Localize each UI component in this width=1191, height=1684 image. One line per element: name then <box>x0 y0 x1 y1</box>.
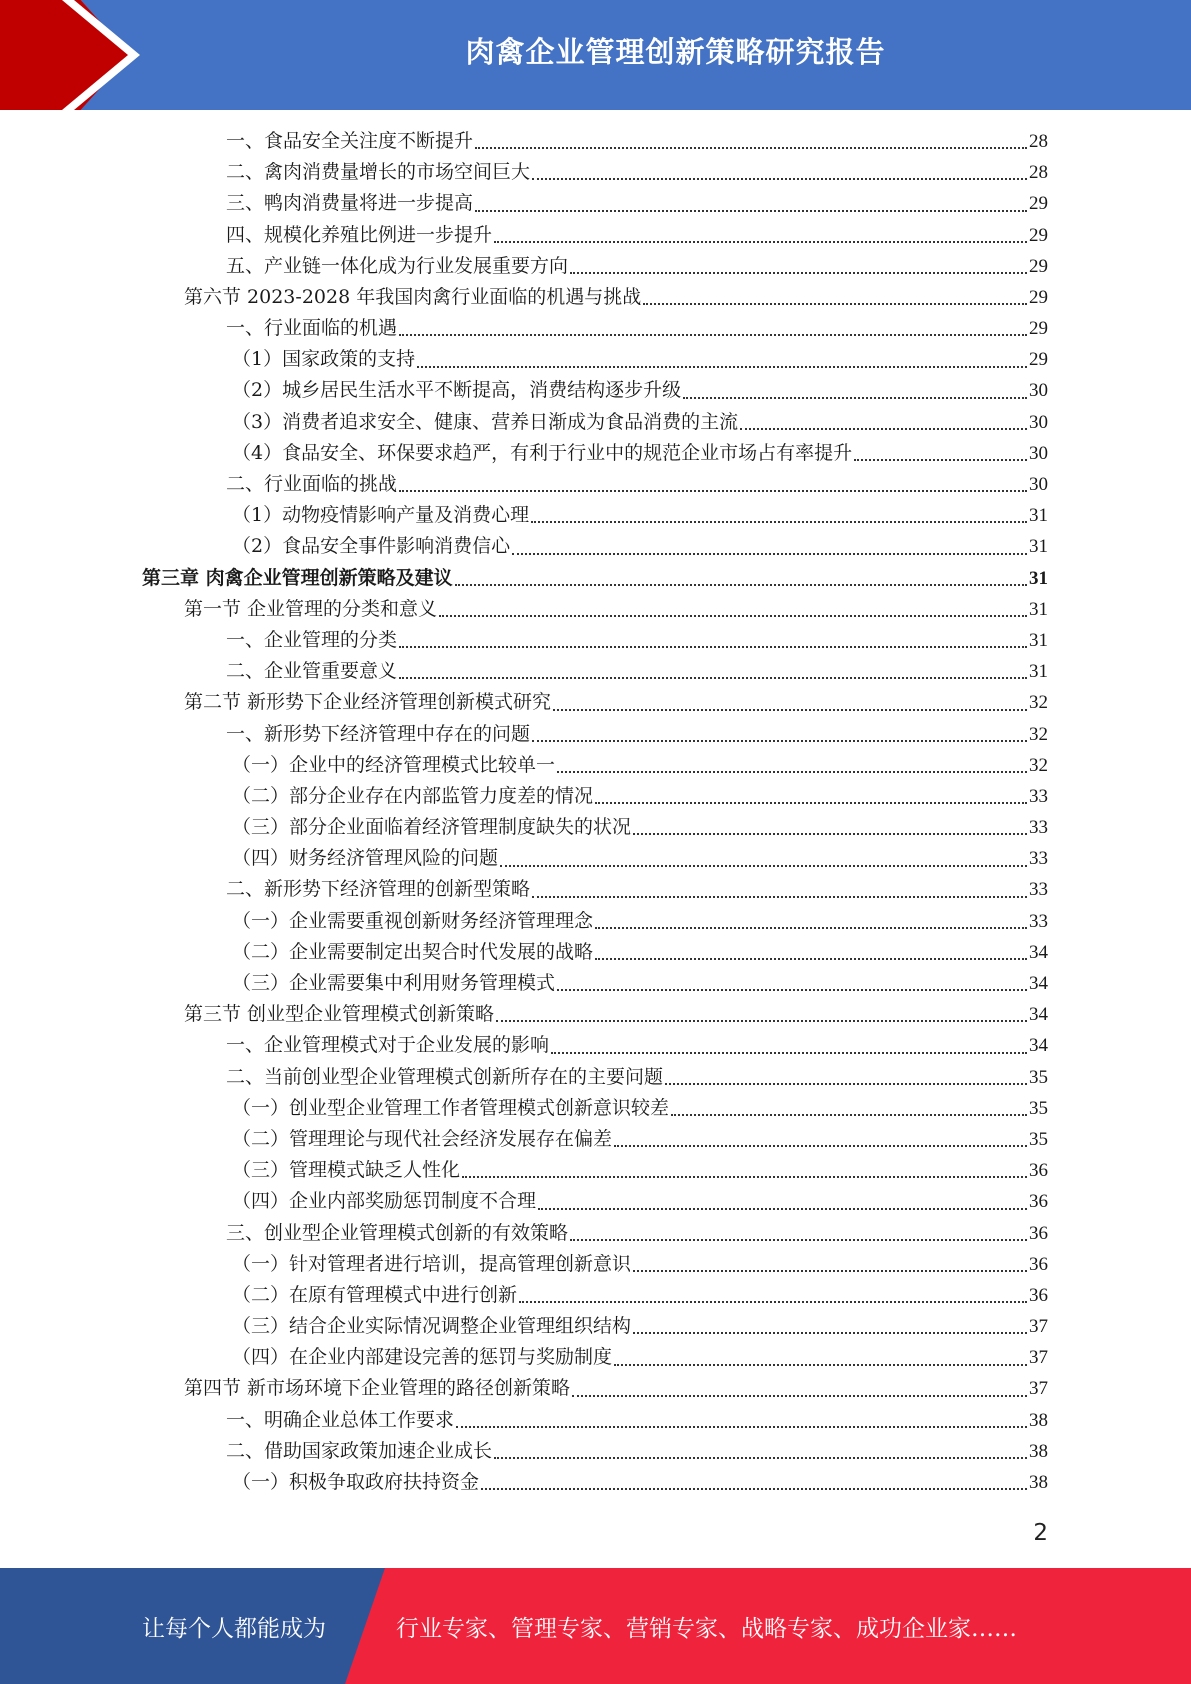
toc-entry-label: 第一节 企业管理的分类和意义 <box>184 597 438 620</box>
toc-entry-page: 33 <box>1029 817 1048 839</box>
toc-dot-leader <box>633 812 1027 843</box>
toc-entry-label: （3）消费者追求安全、健康、营养日渐成为食品消费的主流 <box>232 410 739 433</box>
toc-entry[interactable] <box>0 1280 1048 1311</box>
toc-section-entry[interactable] <box>0 1374 1048 1405</box>
toc-dot-leader <box>531 500 1027 531</box>
toc-entry-label: （三）管理模式缺乏人性化 <box>232 1159 461 1182</box>
toc-entry-label: 一、明确企业总体工作要求 <box>226 1408 455 1431</box>
toc-entry-page: 34 <box>1029 941 1048 963</box>
toc-dot-leader <box>595 781 1027 812</box>
toc-entry-label: 一、行业面临的机遇 <box>226 317 398 340</box>
toc-entry-label: （4）食品安全、环保要求趋严，有利于行业中的规范企业市场占有率提升 <box>232 441 853 464</box>
toc-entry-label: （一）企业中的经济管理模式比较单一 <box>232 753 556 776</box>
toc-dot-leader <box>553 687 1027 718</box>
toc-entry-page: 36 <box>1029 1160 1048 1182</box>
toc-entry[interactable] <box>0 1124 1048 1155</box>
toc-entry[interactable] <box>0 1467 1048 1498</box>
toc-entry[interactable] <box>0 500 1048 531</box>
toc-entry-page: 35 <box>1029 1128 1048 1150</box>
toc-entry-page: 31 <box>1029 598 1048 620</box>
toc-entry-page: 37 <box>1029 1316 1048 1338</box>
toc-entry[interactable] <box>0 906 1048 937</box>
toc-entry-label: 二、新形势下经济管理的创新型策略 <box>226 878 531 901</box>
toc-entry-label: （二）企业需要制定出契合时代发展的战略 <box>232 940 594 963</box>
toc-entry[interactable] <box>0 344 1048 375</box>
toc-dot-leader <box>643 282 1027 313</box>
toc-entry[interactable] <box>0 1436 1048 1467</box>
toc-entry-label: 二、借助国家政策加速企业成长 <box>226 1439 493 1462</box>
toc-entry-page: 37 <box>1029 1347 1048 1369</box>
toc-entry-page: 33 <box>1029 910 1048 932</box>
toc-dot-leader <box>557 968 1027 999</box>
toc-entry-page: 30 <box>1029 411 1048 433</box>
toc-dot-leader <box>854 438 1027 469</box>
toc-section-entry[interactable] <box>0 687 1048 718</box>
toc-dot-leader <box>417 344 1027 375</box>
toc-entry-label: （四）企业内部奖励惩罚制度不合理 <box>232 1190 537 1213</box>
toc-entry-page: 36 <box>1029 1253 1048 1275</box>
toc-entry-label: 一、企业管理模式对于企业发展的影响 <box>226 1034 550 1057</box>
report-title: 肉禽企业管理创新策略研究报告 <box>465 34 886 69</box>
toc-entry[interactable] <box>0 1093 1048 1124</box>
toc-entry[interactable] <box>0 656 1048 687</box>
toc-entry-label: 第三章 肉禽企业管理创新策略及建议 <box>142 566 453 589</box>
toc-entry-label: （二）部分企业存在内部监管力度差的情况 <box>232 784 594 807</box>
toc-dot-leader <box>512 531 1027 562</box>
toc-entry-label: （三）部分企业面临着经济管理制度缺失的状况 <box>232 816 632 839</box>
toc-entry-page: 31 <box>1029 567 1048 589</box>
toc-dot-leader <box>538 1186 1027 1217</box>
toc-entry[interactable] <box>0 781 1048 812</box>
toc-entry-page: 35 <box>1029 1066 1048 1088</box>
toc-entry[interactable] <box>0 469 1048 500</box>
toc-entry-label: （三）企业需要集中利用财务管理模式 <box>232 972 556 995</box>
toc-entry-page: 30 <box>1029 474 1048 496</box>
toc-section-entry[interactable] <box>0 999 1048 1030</box>
toc-entry-page: 37 <box>1029 1378 1048 1400</box>
toc-entry-page: 33 <box>1029 785 1048 807</box>
toc-dot-leader <box>572 1374 1027 1405</box>
toc-entry-label: 第三节 创业型企业管理模式创新策略 <box>184 1003 495 1026</box>
toc-entry-label: 第六节 2023-2028 年我国肉禽行业面临的机遇与挑战 <box>184 285 642 308</box>
toc-entry-label: （一）创业型企业管理工作者管理模式创新意识较差 <box>232 1096 670 1119</box>
toc-entry-page: 31 <box>1029 661 1048 683</box>
toc-entry-page: 29 <box>1029 286 1048 308</box>
toc-entry-page: 32 <box>1029 692 1048 714</box>
toc-entry-label: 二、企业管重要意义 <box>226 660 398 683</box>
toc-entry-label: 一、食品安全关注度不断提升 <box>226 129 474 152</box>
toc-entry-label: （2）城乡居民生活水平不断提高，消费结构逐步升级 <box>232 379 682 402</box>
toc-entry-label: 二、行业面临的挑战 <box>226 473 398 496</box>
toc-entry-page: 28 <box>1029 162 1048 184</box>
toc-dot-leader <box>532 157 1027 188</box>
toc-dot-leader <box>399 625 1027 656</box>
toc-dot-leader <box>551 1030 1027 1061</box>
toc-dot-leader <box>570 1218 1027 1249</box>
toc-section-entry[interactable] <box>0 282 1048 313</box>
toc-dot-leader <box>475 188 1027 219</box>
toc-entry-label: 二、当前创业型企业管理模式创新所存在的主要问题 <box>226 1065 664 1088</box>
toc-entry-page: 34 <box>1029 1004 1048 1026</box>
toc-entry[interactable] <box>0 1311 1048 1342</box>
footer-slogan-left: 让每个人都能成为 <box>142 1615 326 1642</box>
toc-dot-leader <box>557 750 1027 781</box>
toc-dot-leader <box>595 906 1027 937</box>
toc-dot-leader <box>481 1467 1027 1498</box>
toc-entry-label: （四）财务经济管理风险的问题 <box>232 847 499 870</box>
toc-entry-page: 36 <box>1029 1191 1048 1213</box>
toc-entry[interactable] <box>0 157 1048 188</box>
toc-entry[interactable] <box>0 1030 1048 1061</box>
toc-entry-page: 31 <box>1029 629 1048 651</box>
toc-entry-page: 38 <box>1029 1440 1048 1462</box>
toc-dot-leader <box>614 1124 1027 1155</box>
header-chevron-icon <box>62 0 162 110</box>
toc-dot-leader <box>595 937 1027 968</box>
toc-entry-label: （四）在企业内部建设完善的惩罚与奖励制度 <box>232 1346 613 1369</box>
toc-entry-label: 一、企业管理的分类 <box>226 628 398 651</box>
toc-entry-page: 30 <box>1029 442 1048 464</box>
toc-entry-page: 32 <box>1029 754 1048 776</box>
toc-dot-leader <box>399 469 1027 500</box>
toc-entry[interactable] <box>0 531 1048 562</box>
page-footer <box>0 1568 1191 1684</box>
toc-dot-leader <box>475 126 1027 157</box>
toc-entry-page: 34 <box>1029 1035 1048 1057</box>
page-header <box>0 0 1191 110</box>
toc-dot-leader <box>633 1249 1027 1280</box>
toc-dot-leader <box>462 1155 1027 1186</box>
toc-entry-page: 38 <box>1029 1409 1048 1431</box>
page-number: 2 <box>1033 1520 1048 1546</box>
toc-entry-label: （一）针对管理者进行培训，提高管理创新意识 <box>232 1252 632 1275</box>
toc-entry[interactable] <box>0 1155 1048 1186</box>
toc-entry-page: 31 <box>1029 536 1048 558</box>
toc-entry-page: 36 <box>1029 1222 1048 1244</box>
toc-entry-label: 第四节 新市场环境下企业管理的路径创新策略 <box>184 1377 571 1400</box>
toc-dot-leader <box>519 1280 1027 1311</box>
toc-dot-leader <box>740 407 1027 438</box>
toc-entry[interactable] <box>0 812 1048 843</box>
toc-entry-label: （二）在原有管理模式中进行创新 <box>232 1283 518 1306</box>
toc-section-entry[interactable] <box>0 594 1048 625</box>
toc-dot-leader <box>665 1062 1027 1093</box>
footer-slogan-right: 行业专家、管理专家、营销专家、战略专家、成功企业家…… <box>396 1615 1017 1642</box>
toc-entry[interactable] <box>0 875 1048 906</box>
toc-entry[interactable] <box>0 438 1048 469</box>
toc-entry[interactable] <box>0 313 1048 344</box>
toc-entry-page: 29 <box>1029 193 1048 215</box>
toc-entry[interactable] <box>0 407 1048 438</box>
toc-entry-page: 33 <box>1029 879 1048 901</box>
toc-entry-page: 29 <box>1029 318 1048 340</box>
toc-dot-leader <box>494 220 1027 251</box>
table-of-contents <box>0 126 1191 1498</box>
toc-entry[interactable] <box>0 1405 1048 1436</box>
toc-entry-label: 第二节 新形势下企业经济管理创新模式研究 <box>184 691 552 714</box>
toc-dot-leader <box>399 656 1027 687</box>
toc-entry-page: 35 <box>1029 1097 1048 1119</box>
toc-entry[interactable] <box>0 719 1048 750</box>
toc-entry-page: 29 <box>1029 255 1048 277</box>
toc-entry-page: 32 <box>1029 723 1048 745</box>
toc-entry[interactable] <box>0 1218 1048 1249</box>
toc-entry-label: 二、禽肉消费量增长的市场空间巨大 <box>226 161 531 184</box>
toc-entry[interactable] <box>0 126 1048 157</box>
toc-chapter-entry[interactable] <box>0 563 1048 594</box>
toc-dot-leader <box>496 999 1027 1030</box>
toc-dot-leader <box>439 594 1027 625</box>
toc-entry-label: 三、创业型企业管理模式创新的有效策略 <box>226 1221 569 1244</box>
toc-entry-label: （三）结合企业实际情况调整企业管理组织结构 <box>232 1315 632 1338</box>
toc-entry-page: 33 <box>1029 848 1048 870</box>
toc-dot-leader <box>500 843 1027 874</box>
toc-entry[interactable] <box>0 1062 1048 1093</box>
toc-dot-leader <box>671 1093 1027 1124</box>
toc-dot-leader <box>532 719 1027 750</box>
toc-dot-leader <box>455 563 1027 594</box>
toc-entry[interactable] <box>0 251 1048 282</box>
toc-entry[interactable] <box>0 1249 1048 1280</box>
toc-dot-leader <box>570 251 1027 282</box>
toc-dot-leader <box>683 376 1027 407</box>
toc-dot-leader <box>456 1405 1027 1436</box>
toc-dot-leader <box>633 1311 1027 1342</box>
toc-entry-label: 五、产业链一体化成为行业发展重要方向 <box>226 254 569 277</box>
toc-entry-page: 34 <box>1029 973 1048 995</box>
toc-entry[interactable] <box>0 843 1048 874</box>
toc-entry-label: （1）国家政策的支持 <box>232 348 416 371</box>
toc-entry-page: 30 <box>1029 380 1048 402</box>
toc-entry[interactable] <box>0 188 1048 219</box>
toc-dot-leader <box>532 875 1027 906</box>
toc-dot-leader <box>494 1436 1027 1467</box>
toc-entry-page: 38 <box>1029 1472 1048 1494</box>
toc-entry[interactable] <box>0 750 1048 781</box>
toc-entry[interactable] <box>0 220 1048 251</box>
toc-entry[interactable] <box>0 968 1048 999</box>
toc-entry-label: （2）食品安全事件影响消费信心 <box>232 535 511 558</box>
toc-entry-label: 三、鸭肉消费量将进一步提高 <box>226 192 474 215</box>
toc-entry[interactable] <box>0 625 1048 656</box>
toc-entry-label: （一）积极争取政府扶持资金 <box>232 1471 480 1494</box>
toc-dot-leader <box>614 1342 1027 1373</box>
toc-entry-page: 28 <box>1029 130 1048 152</box>
toc-entry[interactable] <box>0 376 1048 407</box>
toc-dot-leader <box>399 313 1027 344</box>
toc-entry-page: 31 <box>1029 505 1048 527</box>
toc-entry[interactable] <box>0 1186 1048 1217</box>
toc-entry-page: 29 <box>1029 224 1048 246</box>
toc-entry[interactable] <box>0 1342 1048 1373</box>
toc-entry-page: 36 <box>1029 1284 1048 1306</box>
toc-entry[interactable] <box>0 937 1048 968</box>
toc-entry-page: 29 <box>1029 349 1048 371</box>
toc-entry-label: （1）动物疫情影响产量及消费心理 <box>232 504 530 527</box>
toc-entry-label: （一）企业需要重视创新财务经济管理理念 <box>232 909 594 932</box>
toc-entry-label: 四、规模化养殖比例进一步提升 <box>226 223 493 246</box>
toc-entry-label: 一、新形势下经济管理中存在的问题 <box>226 722 531 745</box>
toc-entry-label: （二）管理理论与现代社会经济发展存在偏差 <box>232 1127 613 1150</box>
